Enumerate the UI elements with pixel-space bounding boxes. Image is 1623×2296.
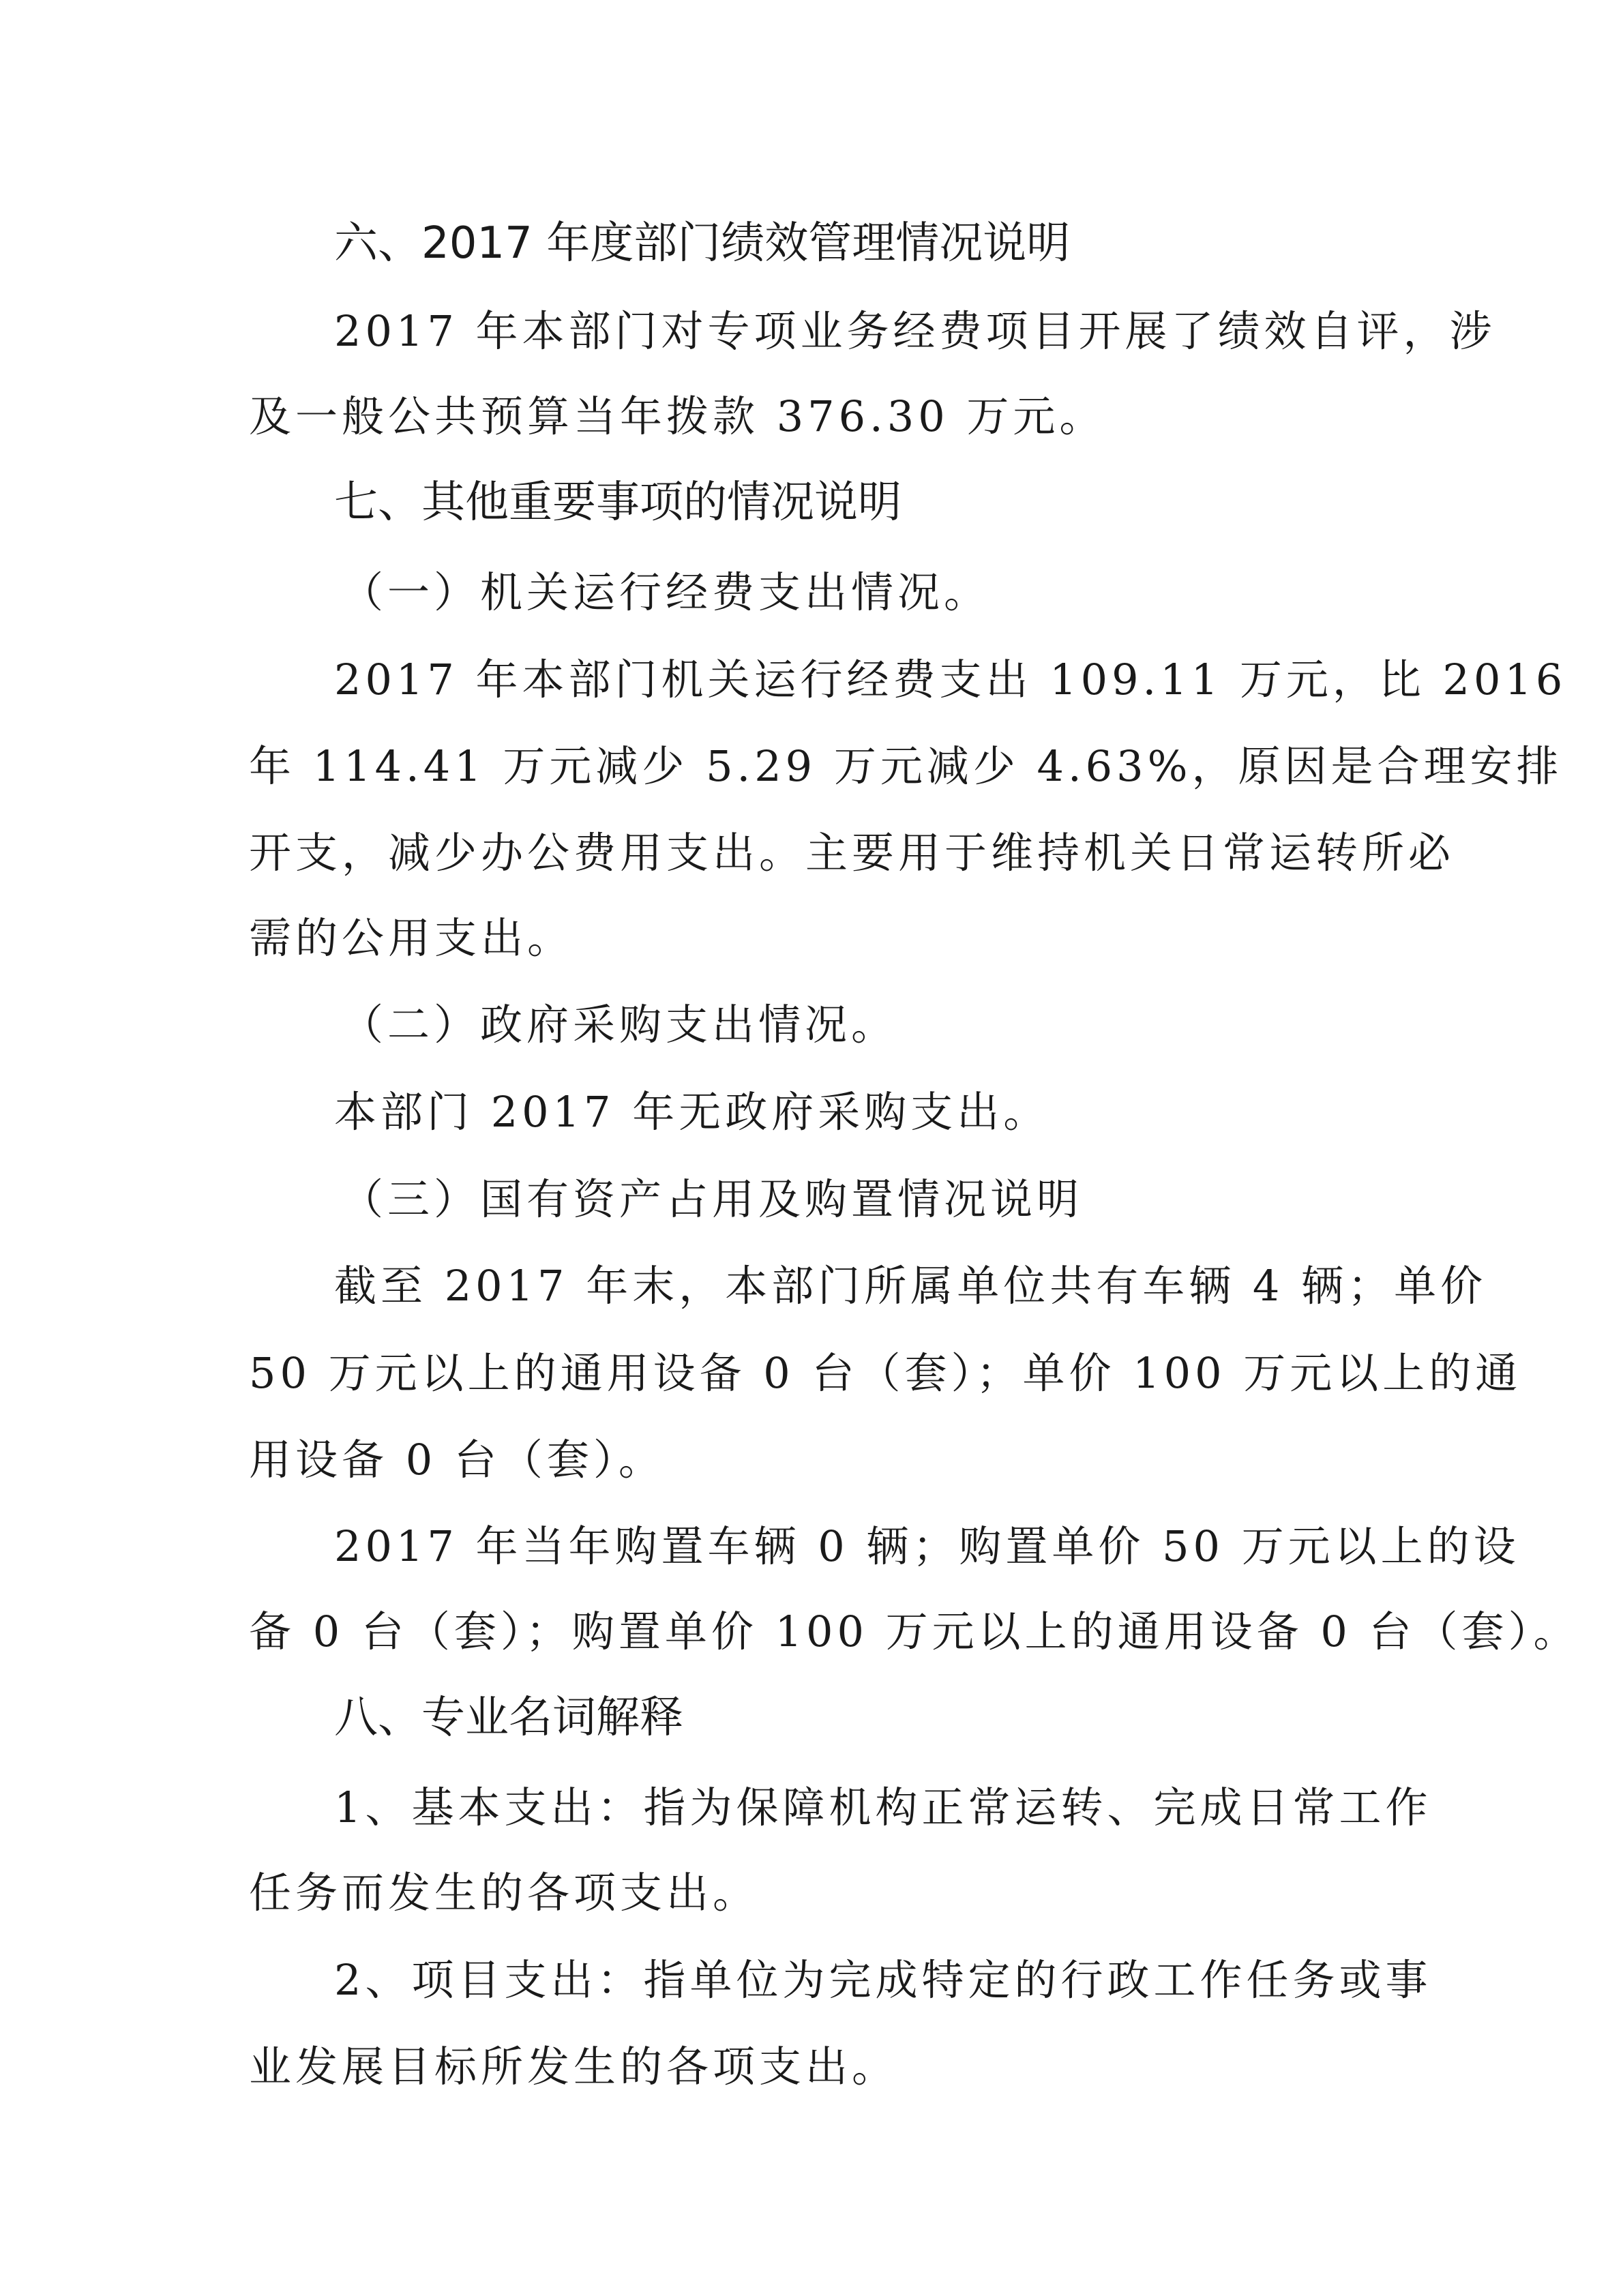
section8-line-1: 1、基本支出：指为保障机构正常运转、完成日常工作: [334, 1783, 1432, 1832]
section7-sub3-line-5: 备 0 台（套）；购置单价 100 万元以上的通用设备 0 台（套）。: [249, 1607, 1580, 1656]
section8-line-2: 任务而发生的各项支出。: [249, 1868, 760, 1918]
section7-sub3-title: （三）国有资产占用及购置情况说明: [341, 1174, 1084, 1224]
section7-sub3-line-2: 50 万元以上的通用设备 0 台（套）；单价 100 万元以上的通: [249, 1348, 1522, 1398]
section7-sub1-line-2: 年 114.41 万元减少 5.29 万元减少 4.63%，原因是合理安排: [249, 741, 1563, 791]
section6-heading: 六、2017 年度部门绩效管理情况说明: [334, 218, 1071, 269]
section8-line-4: 业发展目标所发生的各项支出。: [249, 2042, 899, 2091]
section7-sub2-line-1: 本部门 2017 年无政府采购支出。: [334, 1087, 1050, 1137]
section8-line-3: 2、项目支出：指单位为完成特定的行政工作任务或事: [334, 1955, 1432, 2005]
section7-sub1-line-1: 2017 年本部门机关运行经费支出 109.11 万元，比 2016: [334, 655, 1567, 704]
section7-sub2-title: （二）政府采购支出情况。: [341, 1000, 898, 1049]
section7-sub3-line-1: 截至 2017 年末，本部门所属单位共有车辆 4 辆；单价: [334, 1261, 1487, 1311]
section7-sub3-line-4: 2017 年当年购置车辆 0 辆；购置单价 50 万元以上的设: [334, 1521, 1520, 1571]
section7-heading: 七、其他重要事项的情况说明: [334, 477, 902, 528]
section7-sub1-line-3: 开支，减少办公费用支出。主要用于维持机关日常运转所必: [249, 828, 1455, 878]
section7-sub1-line-4: 需的公用支出。: [249, 913, 574, 963]
section6-line-1: 2017 年本部门对专项业务经费项目开展了绩效自评，涉: [334, 306, 1496, 356]
section6-line-2: 及一般公共预算当年拨款 376.30 万元。: [249, 391, 1106, 441]
section7-sub3-line-3: 用设备 0 台（套）。: [249, 1435, 665, 1485]
section8-heading: 八、专业名词解释: [334, 1693, 683, 1743]
section7-sub1-title: （一）机关运行经费支出情况。: [341, 567, 991, 617]
